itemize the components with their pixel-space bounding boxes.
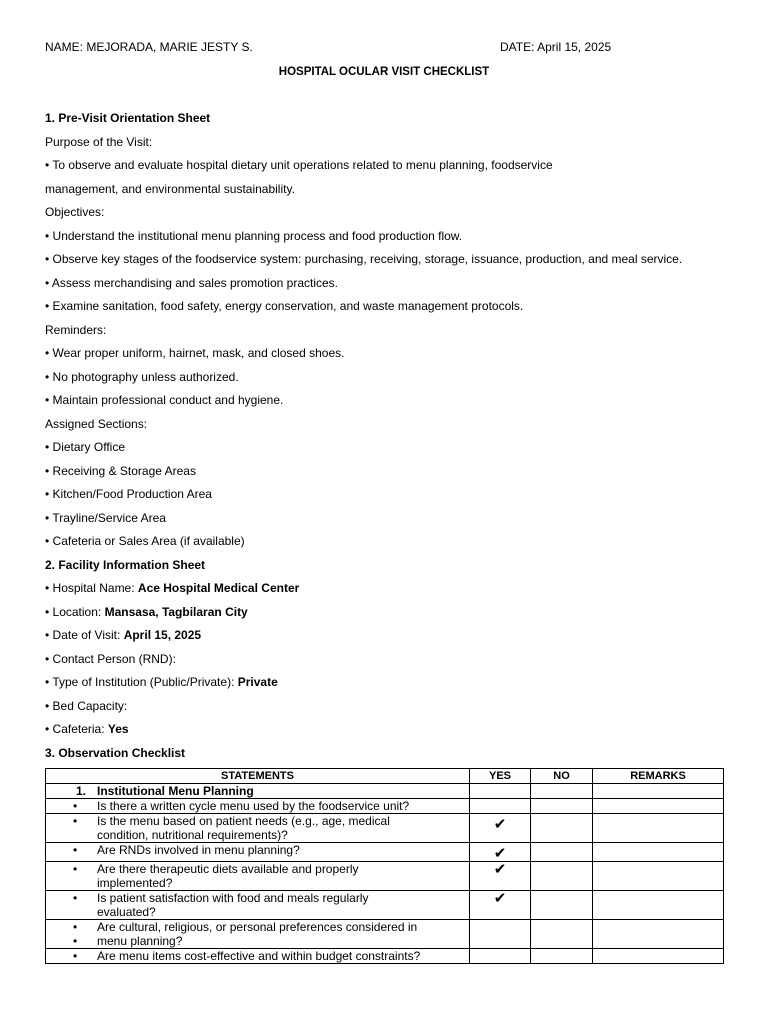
bullet: • (73, 891, 78, 905)
remarks-cell[interactable] (593, 891, 724, 920)
no-cell[interactable] (531, 862, 593, 891)
facility-info-value: Ace Hospital Medical Center (137, 581, 300, 595)
facility-info-item (45, 650, 735, 674)
table-row (46, 843, 724, 862)
no-cell[interactable] (531, 920, 593, 949)
objective-item: • Understand the institutional menu planning process and food production flow. (45, 228, 463, 243)
table-row (46, 862, 724, 891)
bullet: • (73, 949, 78, 963)
no-cell[interactable] (531, 799, 593, 814)
check-mark-icon: ✔ (493, 816, 507, 833)
table-row (46, 799, 724, 814)
subsection-title: Institutional Menu Planning (97, 784, 254, 798)
section2-heading: 2. Facility Information Sheet (45, 557, 206, 572)
section1-heading: 1. Pre-Visit Orientation Sheet (45, 111, 211, 125)
statement-cell (46, 814, 470, 843)
reminder-item: • No photography unless authorized. (45, 369, 239, 384)
facility-info-label: • Date of Visit: (45, 628, 124, 642)
statement-text: Is the menu based on patient needs (e.g., age, medical (97, 814, 390, 828)
statement-text: Are menu items cost-effective and within budget constraints? (97, 949, 421, 963)
table-row (46, 814, 724, 843)
yes-cell[interactable] (470, 843, 531, 862)
statement-cell (46, 920, 470, 949)
column-header-yes: YES (470, 769, 531, 784)
table-row (46, 891, 724, 920)
no-cell[interactable] (531, 949, 593, 964)
no-cell[interactable] (531, 814, 593, 843)
bullet: • (73, 862, 78, 876)
facility-info-value: Private (237, 675, 278, 689)
purpose-label: Purpose of the Visit: (45, 134, 153, 149)
assigned-section-item: • Dietary Office (45, 440, 126, 454)
column-header-statements: STATEMENTS (46, 769, 470, 784)
check-mark-icon: ✔ (493, 861, 507, 878)
facility-info-item (45, 603, 735, 627)
remarks-cell[interactable] (593, 784, 724, 799)
subsection-title-cell (46, 784, 470, 799)
document-date: DATE: April 15, 2025 (500, 40, 612, 54)
objective-item: • Observe key stages of the foodservice system: purchasing, receiving, storage, issuance, production, and meal service. (45, 252, 683, 266)
statement-text: Are cultural, religious, or personal preferences considered in (97, 920, 418, 934)
statement-text: Is patient satisfaction with food and meals regularly (97, 891, 369, 905)
statement-text: Are RNDs involved in menu planning? (97, 843, 300, 857)
statement-text-continued: condition, nutritional requirements)? (97, 828, 288, 842)
statement-cell (46, 799, 470, 814)
remarks-cell[interactable] (593, 814, 724, 843)
statement-cell (46, 949, 470, 964)
reminder-item: • Wear proper uniform, hairnet, mask, and closed shoes. (45, 346, 345, 360)
facility-info-label: • Location: (45, 604, 105, 619)
yes-cell[interactable] (470, 920, 531, 949)
facility-info-item (45, 697, 735, 721)
remarks-cell[interactable] (593, 799, 724, 814)
yes-cell[interactable] (470, 949, 531, 964)
table-header-row (46, 769, 724, 784)
statement-cell (46, 891, 470, 920)
purpose-line-2: management, and environmental sustainability. (45, 181, 295, 196)
remarks-cell[interactable] (593, 862, 724, 891)
objectives-label: Objectives: (45, 205, 105, 219)
table-row (46, 920, 724, 949)
subsection-number: 1. (76, 784, 87, 798)
facility-info-label: • Type of Institution (Public/Private): (45, 675, 238, 689)
header-row (45, 40, 725, 56)
bullet: • (73, 843, 78, 857)
remarks-cell[interactable] (593, 843, 724, 862)
facility-info-item (45, 579, 735, 603)
facility-info-label: • Bed Capacity: (45, 698, 128, 713)
statement-cell (46, 862, 470, 891)
facility-info-value: April 15, 2025 (123, 628, 202, 642)
statement-text-continued: evaluated? (97, 905, 156, 919)
yes-cell[interactable] (470, 814, 531, 843)
facility-info-value: Mansasa, Tagbilaran City (104, 604, 248, 619)
document-title: HOSPITAL OCULAR VISIT CHECKLIST (278, 66, 490, 78)
bullet: • (73, 814, 78, 828)
column-header-no: NO (531, 769, 593, 784)
document-body (45, 109, 735, 767)
facility-info-value: Yes (107, 722, 129, 736)
no-cell[interactable] (531, 784, 593, 799)
facility-info-item (45, 673, 735, 697)
column-header-remarks: REMARKS (593, 769, 724, 784)
assigned-sections-label: Assigned Sections: (45, 416, 148, 431)
student-name: NAME: MEJORADA, MARIE JESTY S. (45, 40, 253, 54)
observation-checklist-table (45, 768, 724, 964)
check-mark-icon: ✔ (493, 890, 507, 907)
statement-text: Are there therapeutic diets available and properly (97, 862, 359, 876)
facility-info-label: • Cafeteria: (45, 722, 108, 736)
yes-cell[interactable] (470, 799, 531, 814)
assigned-section-item: • Kitchen/Food Production Area (45, 487, 212, 501)
yes-cell[interactable] (470, 862, 531, 891)
subsection-row (46, 784, 724, 799)
reminders-label: Reminders: (45, 322, 107, 337)
objective-item: • Examine sanitation, food safety, energy conservation, and waste management protocols. (45, 299, 524, 313)
no-cell[interactable] (531, 843, 593, 862)
remarks-cell[interactable] (593, 920, 724, 949)
facility-info-item (45, 626, 735, 650)
bullet: • (73, 920, 78, 934)
facility-info-item (45, 720, 735, 744)
table-row (46, 949, 724, 964)
assigned-section-item: • Trayline/Service Area (45, 510, 166, 525)
statement-cell (46, 843, 470, 862)
no-cell[interactable] (531, 891, 593, 920)
remarks-cell[interactable] (593, 949, 724, 964)
assigned-section-item: • Cafeteria or Sales Area (if available) (45, 534, 245, 548)
reminder-item: • Maintain professional conduct and hygiene. (45, 393, 284, 407)
objective-item: • Assess merchandising and sales promotion practices. (45, 275, 339, 290)
statement-text-continued: implemented? (97, 876, 173, 890)
yes-cell[interactable] (470, 891, 531, 920)
assigned-section-item: • Receiving & Storage Areas (45, 463, 196, 478)
check-mark-icon: ✔ (493, 845, 507, 862)
statement-text: Is there a written cycle menu used by the foodservice unit? (97, 799, 410, 813)
bullet: • (73, 799, 78, 813)
yes-cell[interactable] (470, 784, 531, 799)
section3-heading: 3. Observation Checklist (45, 745, 186, 760)
bullet: • (73, 934, 78, 948)
facility-info-label: • Contact Person (RND): (45, 651, 176, 666)
statement-text-continued: menu planning? (97, 934, 183, 948)
facility-info-label: • Hospital Name: (45, 581, 138, 595)
purpose-line-1: • To observe and evaluate hospital dietary unit operations related to menu planning, foodservice (45, 158, 553, 172)
